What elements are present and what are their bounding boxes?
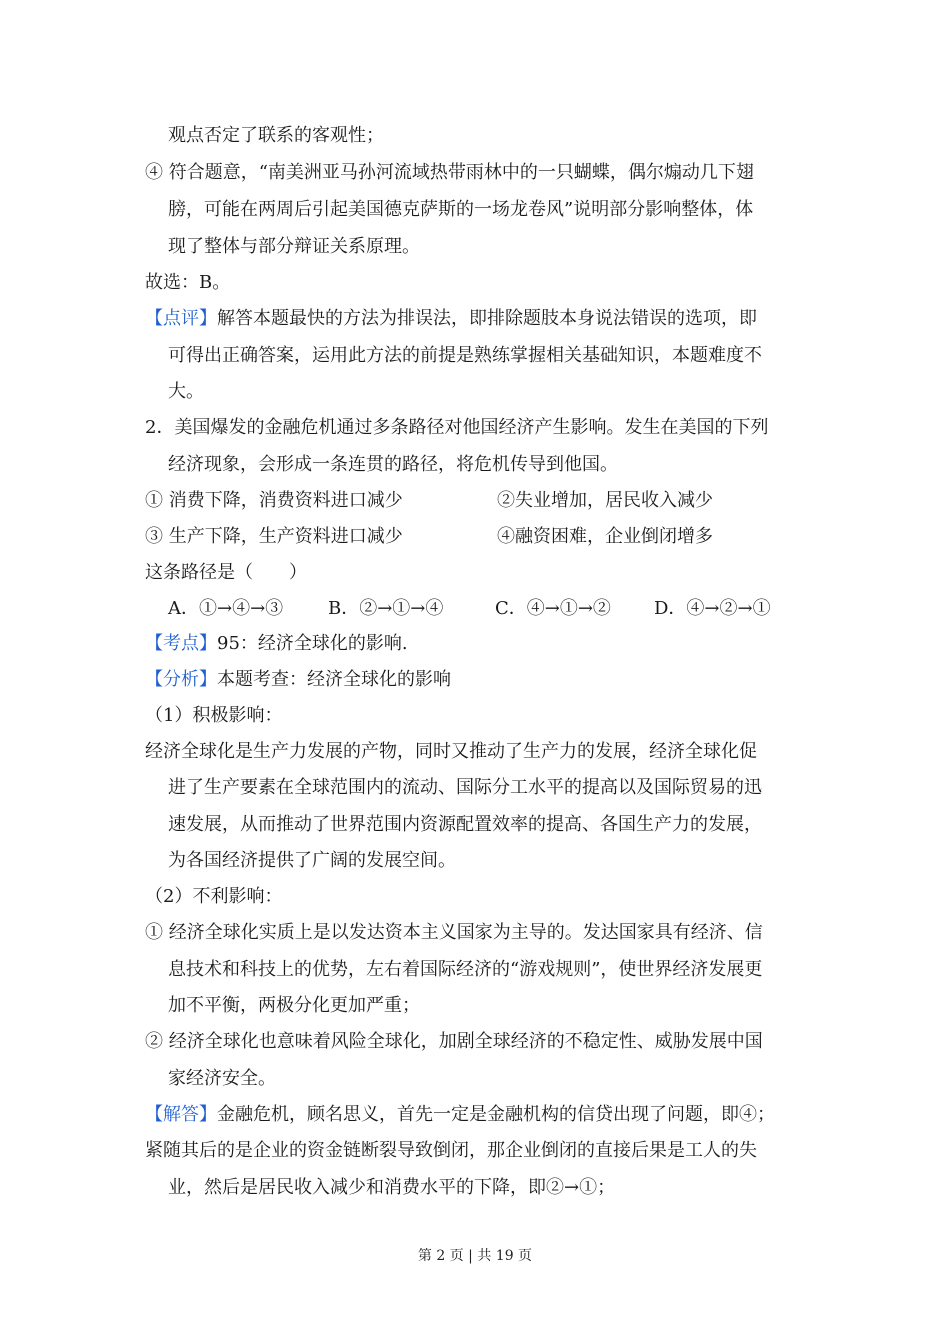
q2-item: ① 消费下降，消费资料进口减少 bbox=[145, 490, 403, 511]
negative-line: 加不平衡，两极分化更加严重； bbox=[168, 995, 420, 1016]
q2-option-d: D．④→②→① bbox=[654, 598, 771, 619]
jieda-line: 紧随其后的是企业的资金链断裂导致倒闭，那企业倒闭的直接后果是工人的失 bbox=[145, 1140, 757, 1161]
jieda-line: 业，然后是居民收入减少和消费水平的下降，即②→①； bbox=[168, 1177, 616, 1198]
q1-item4-line: 现了整体与部分辩证关系原理。 bbox=[168, 236, 420, 257]
q1-answer: 故选：B。 bbox=[145, 272, 231, 293]
comment-text: 解答本题最快的方法为排误法，即排除题肢本身说法错误的选项，即 bbox=[217, 308, 757, 329]
positive-heading: （1）积极影响： bbox=[145, 705, 283, 726]
q2-item: ④融资困难，企业倒闭增多 bbox=[497, 526, 713, 547]
kaodian-line bbox=[145, 632, 408, 656]
fenxi-text: 本题考查：经济全球化的影响 bbox=[217, 669, 451, 690]
q1-comment-line: 可得出正确答案，运用此方法的前提是熟练掌握相关基础知识，本题难度不 bbox=[168, 345, 762, 366]
jieda-text: 金融危机，顾名思义，首先一定是金融机构的信贷出现了问题，即④； bbox=[217, 1104, 775, 1125]
positive-line: 为各国经济提供了广阔的发展空间。 bbox=[168, 850, 456, 871]
q2-option-c: C．④→①→② bbox=[495, 598, 611, 619]
q2-items-row bbox=[145, 525, 403, 549]
q1-item4-line: ④ 符合题意，“南美洲亚马孙河流域热带雨林中的一只蝴蝶，偶尔煽动几下翅 bbox=[145, 162, 754, 183]
jieda-line bbox=[145, 1103, 775, 1127]
q1-item4-line: 膀，可能在两周后引起美国德克萨斯的一场龙卷风”说明部分影响整体，体 bbox=[168, 199, 754, 220]
q2-prompt: 这条路径是（ ） bbox=[145, 562, 307, 583]
negative-line: ① 经济全球化实质上是以发达资本主义国家为主导的。发达国家具有经济、信 bbox=[145, 922, 763, 943]
kaodian-text: 95：经济全球化的影响. bbox=[217, 633, 408, 654]
jieda-tag: 【解答】 bbox=[145, 1104, 217, 1125]
negative-line: 息技术和科技上的优势，左右着国际经济的“游戏规则”，使世界经济发展更 bbox=[168, 959, 763, 980]
negative-line: ② 经济全球化也意味着风险全球化，加剧全球经济的不稳定性、威胁发展中国 bbox=[145, 1031, 763, 1052]
negative-heading: （2）不利影响： bbox=[145, 886, 283, 907]
fenxi-line bbox=[145, 668, 451, 692]
q2-stem-line: 2．美国爆发的金融危机通过多条路径对他国经济产生影响。发生在美国的下列 bbox=[145, 417, 769, 438]
q1-comment-line bbox=[145, 307, 757, 331]
q1-tail-line: 观点否定了联系的客观性； bbox=[168, 125, 384, 146]
q2-item: ③ 生产下降，生产资料进口减少 bbox=[145, 526, 403, 547]
positive-line: 速发展，从而推动了世界范围内资源配置效率的提高、各国生产力的发展， bbox=[168, 814, 762, 835]
q2-item: ②失业增加，居民收入减少 bbox=[497, 490, 713, 511]
q2-option-a: A．①→④→③ bbox=[168, 598, 284, 619]
positive-line: 进了生产要素在全球范围内的流动、国际分工水平的提高以及国际贸易的迅 bbox=[168, 777, 762, 798]
fenxi-tag: 【分析】 bbox=[145, 669, 217, 690]
comment-tag: 【点评】 bbox=[145, 308, 217, 329]
page-footer: 第 2 页 | 共 19 页 bbox=[417, 1248, 533, 1264]
positive-line: 经济全球化是生产力发展的产物，同时又推动了生产力的发展，经济全球化促 bbox=[145, 741, 757, 762]
kaodian-tag: 【考点】 bbox=[145, 633, 217, 654]
q2-items-row bbox=[145, 489, 403, 513]
q2-stem-line: 经济现象，会形成一条连贯的路径，将危机传导到他国。 bbox=[168, 454, 618, 475]
negative-line: 家经济安全。 bbox=[168, 1068, 276, 1089]
q1-comment-line: 大。 bbox=[168, 381, 204, 402]
q2-option-b: B．②→①→④ bbox=[328, 598, 444, 619]
